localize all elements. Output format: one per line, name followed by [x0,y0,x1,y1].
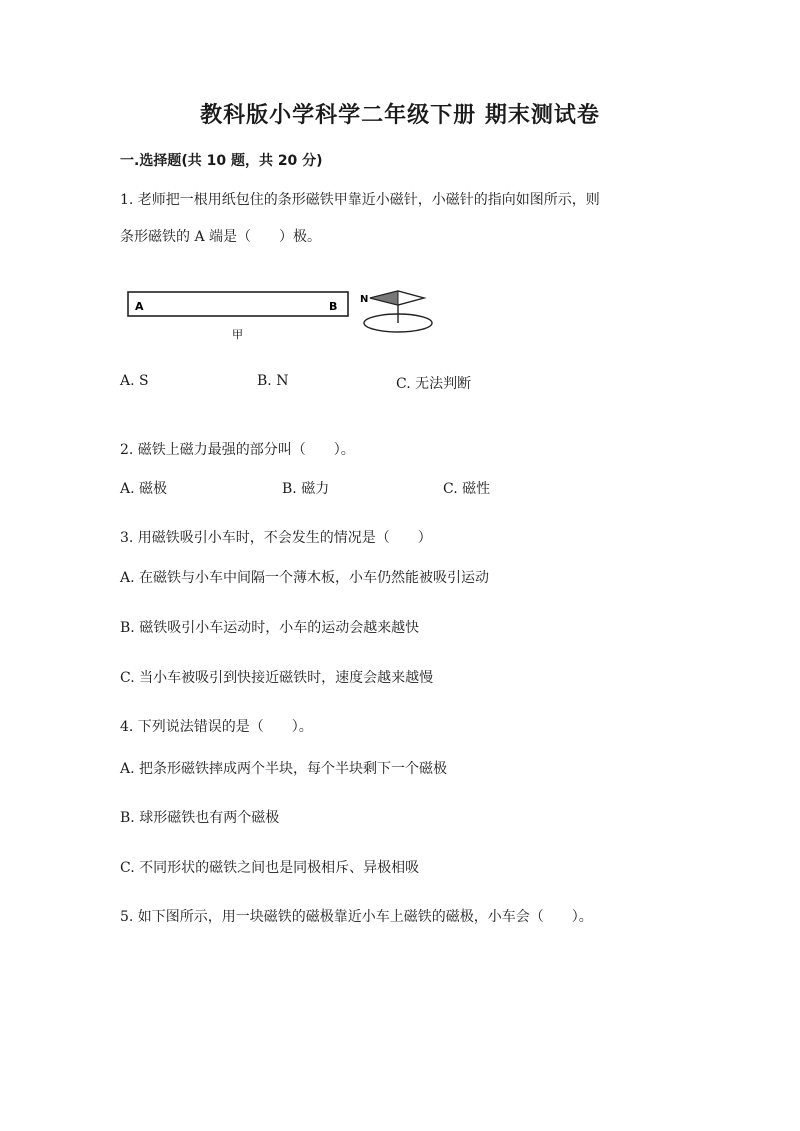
question-2-option-b: B. 磁力 [282,481,330,497]
needle-label: N [360,294,369,305]
question-1-option-b: B. N [257,373,289,389]
magnet-label: 甲 [232,328,243,341]
question-2-line-1: 2. 磁铁上磁力最强的部分叫（ ）。 [120,442,355,458]
compass-needle-dark-half [370,291,398,305]
question-1-option-a: A. S [120,373,149,389]
question-2-option-a: A. 磁极 [120,481,168,497]
question-1-line-2: 条形磁铁的 A 端是（ ）极。 [120,229,322,245]
question-3-option-c: C. 当小车被吸引到快接近磁铁时，速度会越来越慢 [120,670,434,686]
magnet-end-a: A [135,300,144,313]
question-1-figure [120,280,440,350]
question-3-line-1: 3. 用磁铁吸引小车时，不会发生的情况是（ ） [120,530,432,546]
magnet-end-b: B [329,300,338,313]
question-5-line-1: 5. 如下图所示，用一块磁铁的磁极靠近小车上磁铁的磁极，小车会（ ）。 [120,909,593,925]
section-heading: 一.选择题(共 10 题，共 20 分) [120,153,323,169]
question-2-option-c: C. 磁性 [443,481,491,497]
question-4-line-1: 4. 下列说法错误的是（ ）。 [120,719,313,735]
question-1-line-1: 1. 老师把一根用纸包住的条形磁铁甲靠近小磁针，小磁针的指向如图所示，则 [120,192,600,208]
question-1-option-c: C. 无法判断 [396,376,472,392]
question-4-option-b: B. 球形磁铁也有两个磁极 [120,810,280,826]
question-4-option-a: A. 把条形磁铁摔成两个半块，每个半块剩下一个磁极 [120,761,448,777]
question-4-option-c: C. 不同形状的磁铁之间也是同极相斥、异极相吸 [120,860,420,876]
question-3-option-b: B. 磁铁吸引小车运动时，小车的运动会越来越快 [120,620,420,636]
bar-magnet [128,292,348,316]
question-3-option-a: A. 在磁铁与小车中间隔一个薄木板，小车仍然能被吸引运动 [120,570,490,586]
exam-title: 教科版小学科学二年级下册 期末测试卷 [200,103,600,128]
